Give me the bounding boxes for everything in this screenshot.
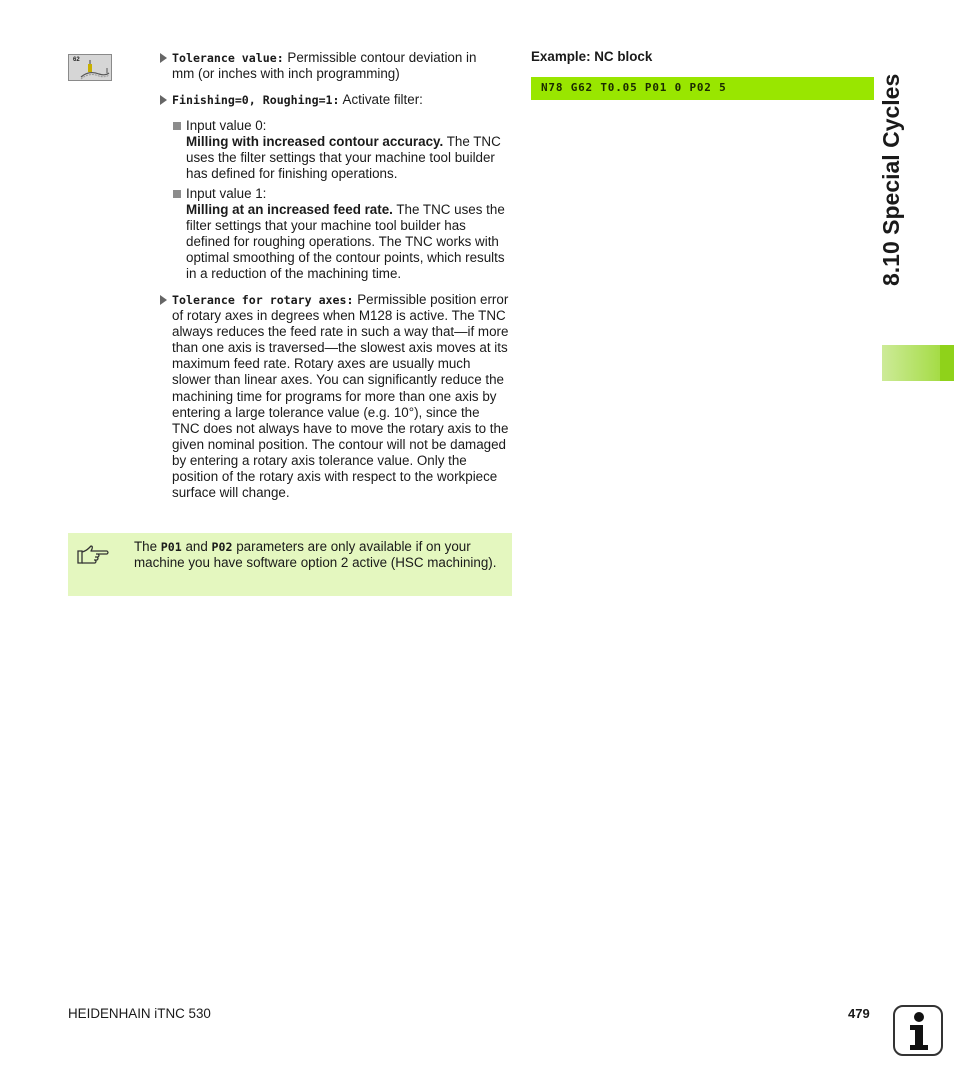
softkey-number: 62 bbox=[73, 57, 80, 63]
note-text-part: The bbox=[134, 539, 161, 554]
footer-title: HEIDENHAIN iTNC 530 bbox=[68, 1006, 211, 1021]
info-icon bbox=[893, 1005, 943, 1056]
note-box bbox=[68, 533, 512, 596]
option-description: The TNC uses the filter settings that your machine tool builder has defined for finishing operations. bbox=[186, 134, 501, 182]
section-title: 8.10 Special Cycles bbox=[878, 73, 904, 286]
bullet-arrow-icon bbox=[160, 53, 167, 63]
param-description: Activate filter: bbox=[339, 92, 423, 107]
param-description: Permissible contour deviation in mm (or inches with inch programming) bbox=[172, 50, 477, 82]
param-p01: P01 bbox=[160, 540, 182, 554]
tolerance-icon bbox=[69, 55, 113, 82]
option-heading: Milling with increased contour accuracy. bbox=[186, 134, 444, 150]
option-heading: Milling at an increased feed rate. bbox=[186, 202, 393, 218]
param-rotary-tolerance bbox=[172, 292, 510, 501]
cycle-62-softkey-icon bbox=[68, 54, 112, 81]
bullet-square-icon bbox=[173, 190, 181, 198]
option-description: The TNC uses the filter settings that your machine tool builder has defined for roughing operations. The TNC works with optimal smoothing of the contour points, which results in a reduction of the machining time. bbox=[186, 202, 505, 282]
nc-block-example bbox=[531, 77, 874, 100]
note-text-part: parameters are only available if on your machine you have software option 2 active (HSC machining). bbox=[134, 539, 497, 571]
bullet-arrow-icon bbox=[160, 295, 167, 305]
param-keyword: Tolerance value: bbox=[172, 51, 284, 65]
bullet-square-icon bbox=[173, 122, 181, 130]
param-finishing-roughing bbox=[172, 92, 502, 108]
param-description: Permissible position error of rotary axes in degrees when M128 is active. The TNC always reduces the feed rate in such a way that—if more than one axis is traversed—the slowest axis moves at its maximum feed rate. Rotary axes are usually much slower than linear axes. You can significantly reduce the machining time for programs for more than one axis by entering a large tolerance value (e.g. 10°), since the TNC does not always have to move the rotary axis to the given nominal position. The contour will not be damaged by entering a rotary axis tolerance value. Only the position of the rotary axis with respect to the workpiece surface will change. bbox=[172, 292, 509, 501]
param-keyword: Finishing=0, Roughing=1: bbox=[172, 93, 340, 107]
filter-option-0 bbox=[173, 118, 513, 182]
bullet-arrow-icon bbox=[160, 95, 167, 105]
option-label: Input value 0: bbox=[186, 118, 267, 133]
nc-code: N78 G62 T0.05 P01 0 P02 5 bbox=[541, 81, 727, 94]
param-keyword: Tolerance for rotary axes: bbox=[172, 293, 354, 307]
option-label: Input value 1: bbox=[186, 186, 267, 201]
note-text bbox=[134, 539, 506, 571]
param-p02: P02 bbox=[211, 540, 233, 554]
pointing-hand-icon bbox=[76, 543, 110, 567]
note-text-part: and bbox=[181, 539, 212, 554]
chapter-tab-shade bbox=[882, 345, 940, 381]
param-tolerance-value bbox=[172, 50, 502, 82]
filter-option-1 bbox=[173, 186, 513, 283]
example-heading: Example: NC block bbox=[531, 49, 653, 64]
page-number: 479 bbox=[848, 1006, 870, 1021]
